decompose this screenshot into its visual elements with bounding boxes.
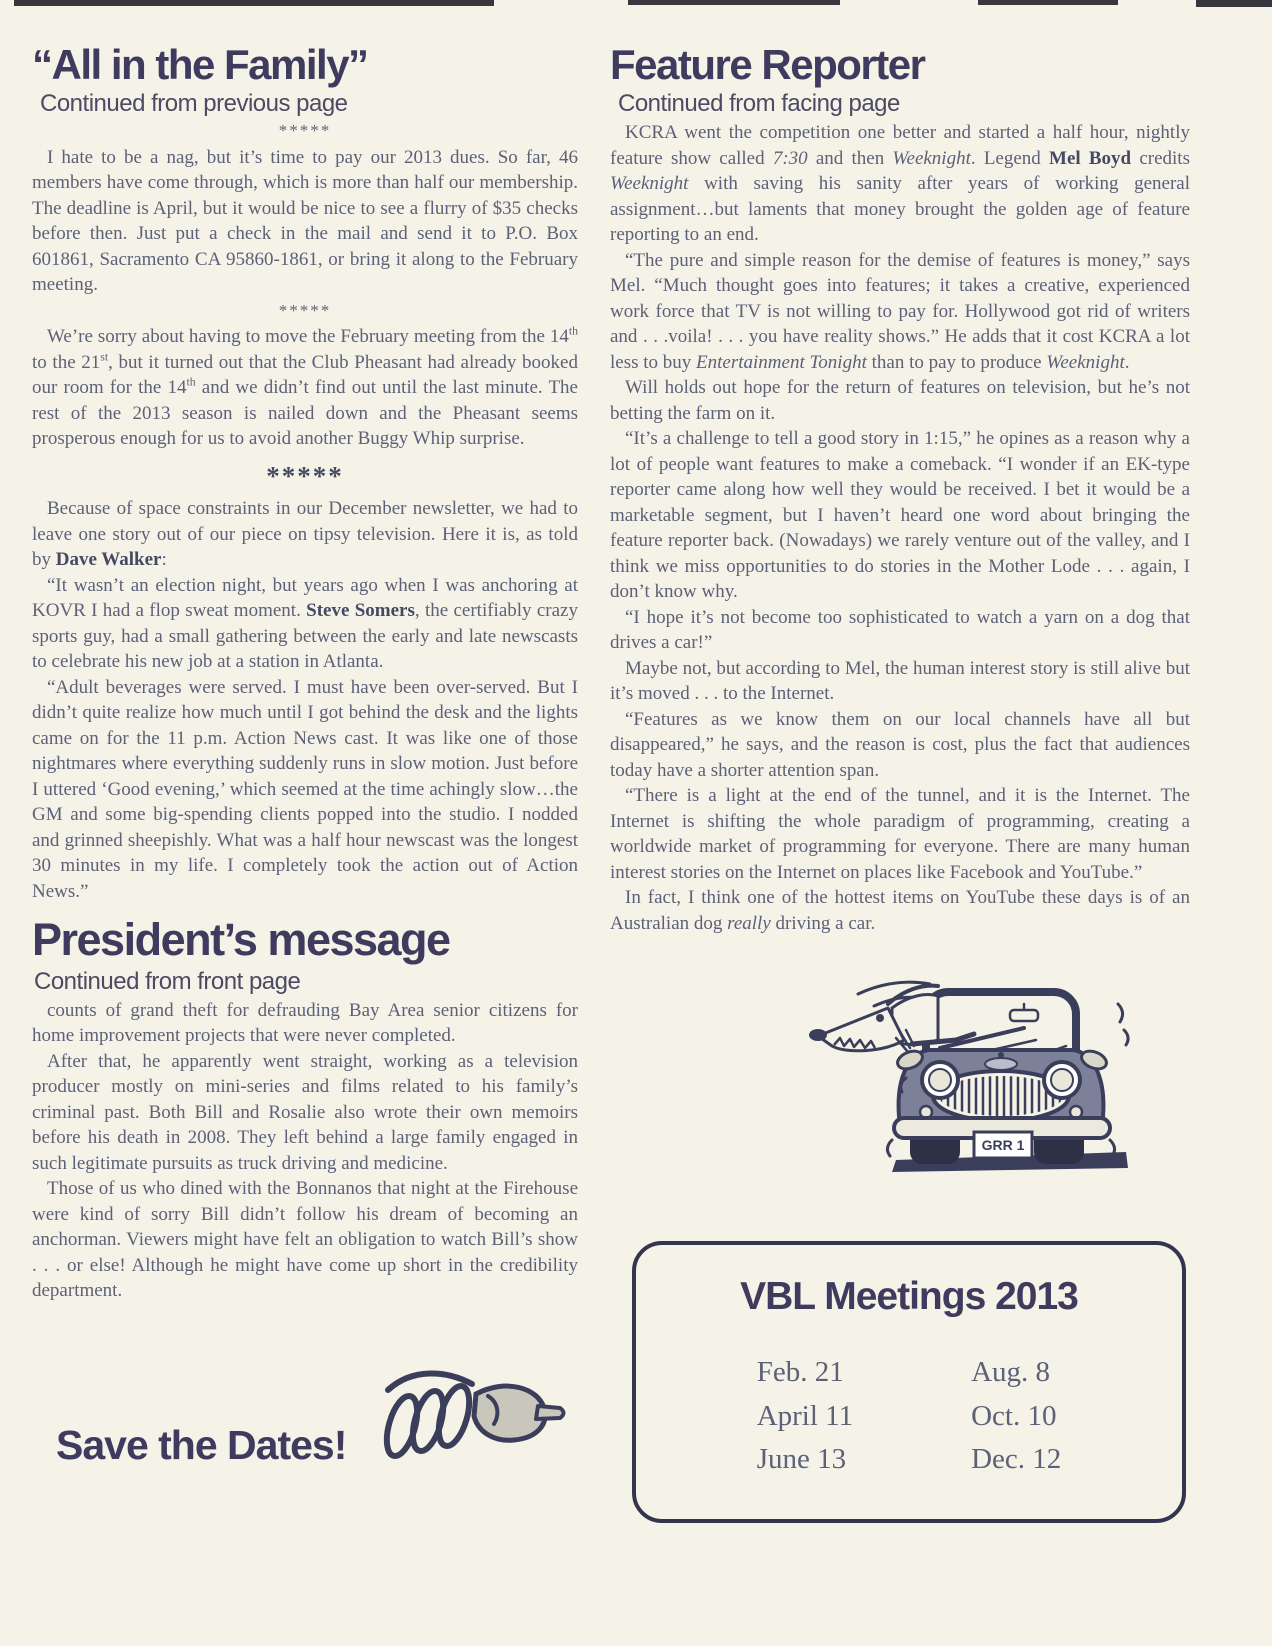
body-paragraph: We’re sorry about having to move the February meeting from the 14th to the 21st, but it turned out that the Club Pheasant had already booked our room for the 14th and we didn’t find out until the last minute. The rest of the 2013 season is nailed down and the Pheasant seems prosperous enough for us to avoid another Buggy Whip surprise. <box>32 324 578 450</box>
body-paragraph: Those of us who dined with the Bonnanos that night at the Firehouse were kind of sorry Bill didn’t follow his dream of becoming an anchorman. Viewers might have felt an obligation to watch Bill’s show . . . or else! Although he might have come up short in the credibility department. <box>32 1178 578 1302</box>
meeting-date: Dec. 12 <box>971 1443 1062 1476</box>
meeting-date: Feb. 21 <box>756 1356 844 1389</box>
body-paragraph: “The pure and simple reason for the demise of features is money,” says Mel. “Much thought goes into features; it takes a creative, experienced work force that TV is not willing to pay for. Hollywood got rid of writers and . . .voila! . . . you have reality shows.” He adds that it cost KCRA a lot less to buy Entertainment Tonight than to pay to produce Weeknight. <box>610 249 1190 373</box>
meeting-date: Oct. 10 <box>971 1399 1057 1432</box>
body-paragraph: After that, he apparently went straight, working as a television producer mostly on mini-series and films related to his family’s criminal past. Both Bill and Rosalie also wrote their own memoirs before his death in 2008. They left behind a large family engaged in such legitimate pursuits as truck driving and medicine. <box>32 1050 578 1174</box>
scan-artifact <box>628 0 840 5</box>
scan-artifact <box>978 0 1118 5</box>
body-paragraph: I hate to be a nag, but it’s time to pay our 2013 dues. So far, 46 members have come through, which is more than half our membership. The deadline is April, but it would be nice to see a flurry of $35 checks before then. Just put a check in the mail and send it to P.O. Box 601861, Sacramento CA 95860-1861, or bring it along to the February meeting. <box>32 146 578 296</box>
body-paragraph: “There is a light at the end of the tunnel, and it is the Internet. The Internet is shifting the whole paradigm of programming, creating a worldwide market of programming for everyone. There are many human interest stories on the Internet on places like Facebook and YouTube.” <box>610 785 1190 883</box>
article-title: Feature Reporter <box>610 41 925 88</box>
body-paragraph: “Adult beverages were served. I must have been over-served. But I didn’t quite realize how much until I got behind the desk and the lights came on for the 11 p.m. Action News cast. It was like one of those nightmares where everything suddenly runs in slow motion. Just before I uttered ‘Good evening,’ which seemed at the time achingly slow…the GM and some big-spending clients popped into the studio. I nodded and grinned sheepishly. What was a half hour newscast was the longest 30 minutes in my life. I completely took the action out of Action News.” <box>32 676 578 902</box>
article-subtitle: Continued from facing page <box>618 90 900 118</box>
right-article-flow <box>610 42 1190 936</box>
body-paragraph: In fact, I think one of the hottest items on YouTube these days is of an Australian dog really driving a car. <box>610 887 1190 934</box>
body-paragraph: “I hope it’s not become too sophisticated to watch a yarn on a dog that drives a car!” <box>610 606 1190 654</box>
meeting-date: Aug. 8 <box>971 1356 1051 1389</box>
right-column <box>610 36 1190 1523</box>
article-title: President’s message <box>32 914 450 966</box>
vbl-meetings-dates <box>636 1351 1182 1482</box>
body-paragraph: “It wasn’t an election night, but years ago when I was anchoring at KOVR I had a flop sweat moment. Steve Somers, the certifiably crazy sports guy, had a small gathering between the early and late newscasts to celebrate his new job at a station in Atlanta. <box>32 574 578 673</box>
meeting-date: April 11 <box>756 1399 854 1432</box>
meetings-column-1 <box>757 1351 853 1482</box>
scan-artifact <box>14 0 494 6</box>
vbl-meetings-title: VBL Meetings 2013 <box>740 1275 1078 1319</box>
article-subtitle: Continued from previous page <box>40 90 348 118</box>
article-title: “All in the Family” <box>32 41 368 88</box>
left-article-flow <box>32 42 578 1304</box>
asterisk-separator: ***** <box>278 300 332 320</box>
body-paragraph: Will holds out hope for the return of features on television, but he’s not betting the farm on it. <box>610 377 1190 424</box>
vbl-meetings-box <box>632 1241 1186 1523</box>
meetings-column-2 <box>971 1351 1061 1482</box>
asterisk-separator: ***** <box>266 460 344 491</box>
save-the-dates-title: Save the Dates! <box>56 1421 347 1468</box>
body-paragraph: KCRA went the competition one better and started a half hour, nightly feature show called 7:30 and then Weeknight. Legend Mel Boyd credits Weeknight with saving his sanity after years of working general assignment…but laments that money brought the golden age of feature reporting to an end. <box>610 122 1190 246</box>
article-subtitle: Continued from front page <box>34 967 301 995</box>
dog-driving-car-cartoon <box>788 948 1140 1191</box>
scan-artifact <box>1196 0 1272 7</box>
body-paragraph: “Features as we know them on our local channels have all but disappeared,” he says, and the reason is cost, plus the fact that audiences today have a shorter attention span. <box>610 708 1190 781</box>
license-plate-text: GRR 1 <box>981 1137 1025 1154</box>
left-column <box>32 36 578 1523</box>
meeting-date: June 13 <box>756 1443 847 1476</box>
body-paragraph: counts of grand theft for defrauding Bay Area senior citizens for home improvement projects that were never completed. <box>32 999 578 1047</box>
pointing-hand-spring-icon <box>372 1356 568 1483</box>
body-paragraph: Because of space constraints in our December newsletter, we had to leave one story out of our piece on tipsy television. Here it is, as told by Dave Walker: <box>32 498 578 571</box>
body-paragraph: “It’s a challenge to tell a good story in 1:15,” he opines as a reason why a lot of people want features to make a comeback. “I wonder if an EK-type reporter came along how well they would be received. I bet it would be a marketable segment, but I haven’t heard one word about bringing the feature reporter back. (Nowadays) we rarely venture out of the valley, and I think we miss opportunities to do stories in the Mother Lode . . . again, I don’t know why. <box>610 428 1190 603</box>
asterisk-separator: ***** <box>278 121 332 141</box>
body-paragraph: Maybe not, but according to Mel, the human interest story is still alive but it’s moved . . . to the Internet. <box>610 657 1190 705</box>
save-the-dates-banner <box>56 1356 578 1483</box>
